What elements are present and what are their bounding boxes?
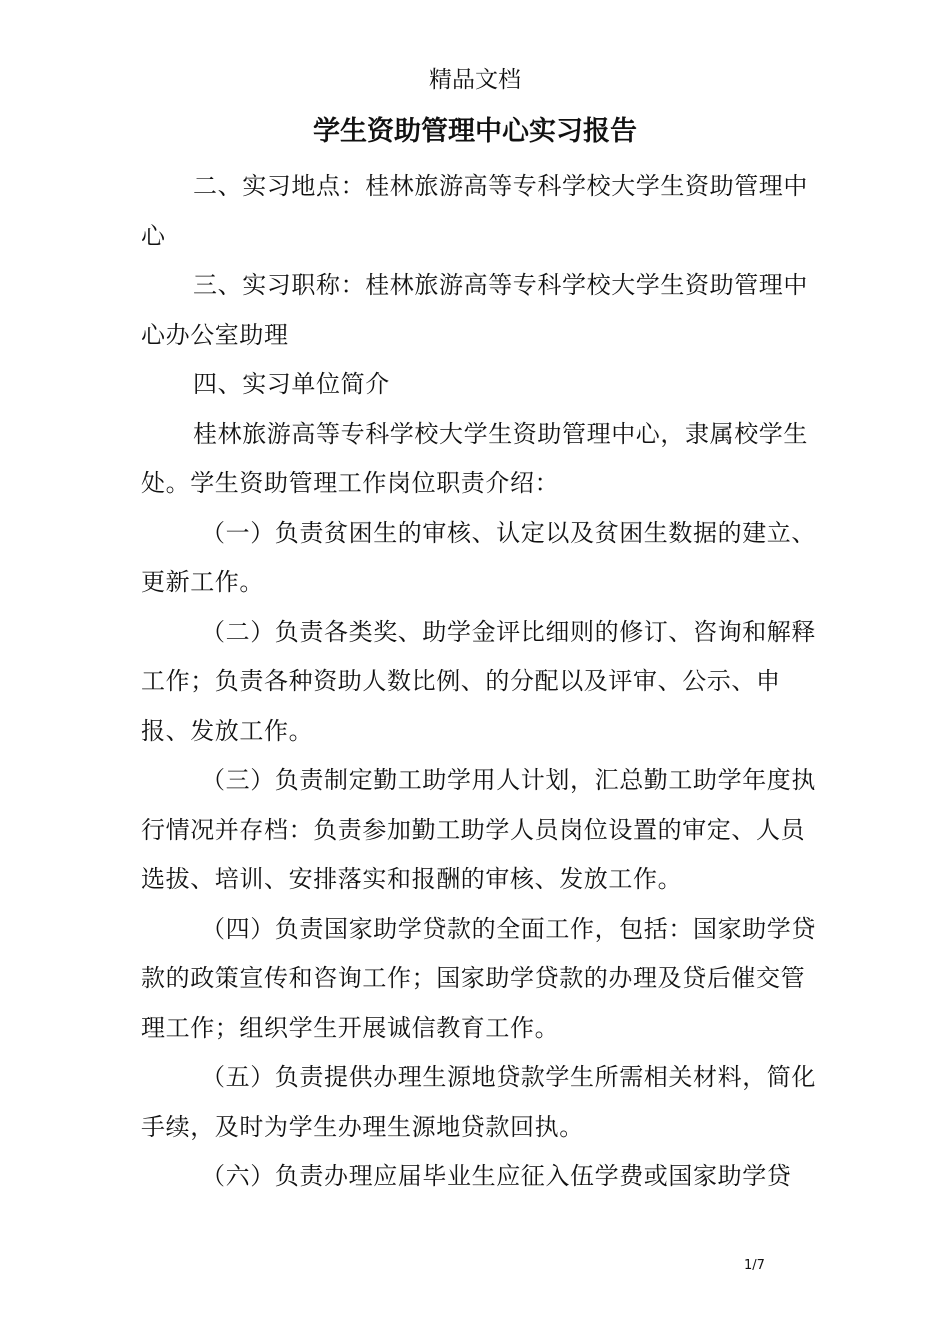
page-number: 1/7 <box>744 1258 765 1273</box>
document-title: 学生资助管理中心实习报告 <box>313 116 637 147</box>
paragraph-internship-title: 三、实习职称：桂林旅游高等专科学校大学生资助管理中心办公室助理 <box>141 271 808 349</box>
paragraph-duty-6: （六）负责办理应届毕业生应征入伍学费或国家助学贷 <box>201 1162 792 1190</box>
paragraph-duty-2: （二）负责各类奖、助学金评比细则的修订、咨询和解释工作；负责各种资助人数比例、的分配以及评审、公示、申报、发放工作。 <box>141 617 816 745</box>
paragraph-duty-1: （一）负责贫困生的审核、认定以及贫困生数据的建立、更新工作。 <box>141 518 816 596</box>
paragraph-duty-5: （五）负责提供办理生源地贷款学生所需相关材料，简化手续，及时为学生办理生源地贷款回执。 <box>141 1063 816 1141</box>
page-header: 精品文档 <box>429 67 521 93</box>
paragraph-unit-intro: 桂林旅游高等专科学校大学生资助管理中心，隶属校学生处。学生资助管理工作岗位职责介绍： <box>141 419 808 497</box>
paragraph-internship-location: 二、实习地点：桂林旅游高等专科学校大学生资助管理中心 <box>141 172 808 250</box>
document-body <box>141 162 821 1202</box>
paragraph-duty-4: （四）负责国家助学贷款的全面工作，包括：国家助学贷款的政策宣传和咨询工作；国家助学贷款的办理及贷后催交管理工作；组织学生开展诚信教育工作。 <box>141 914 816 1042</box>
paragraph-duty-3: （三）负责制定勤工助学用人计划，汇总勤工助学年度执行情况并存档：负责参加勤工助学人员岗位设置的审定、人员选拔、培训、安排落实和报酬的审核、发放工作。 <box>141 766 816 893</box>
paragraph-unit-intro-heading: 四、实习单位简介 <box>193 370 390 398</box>
